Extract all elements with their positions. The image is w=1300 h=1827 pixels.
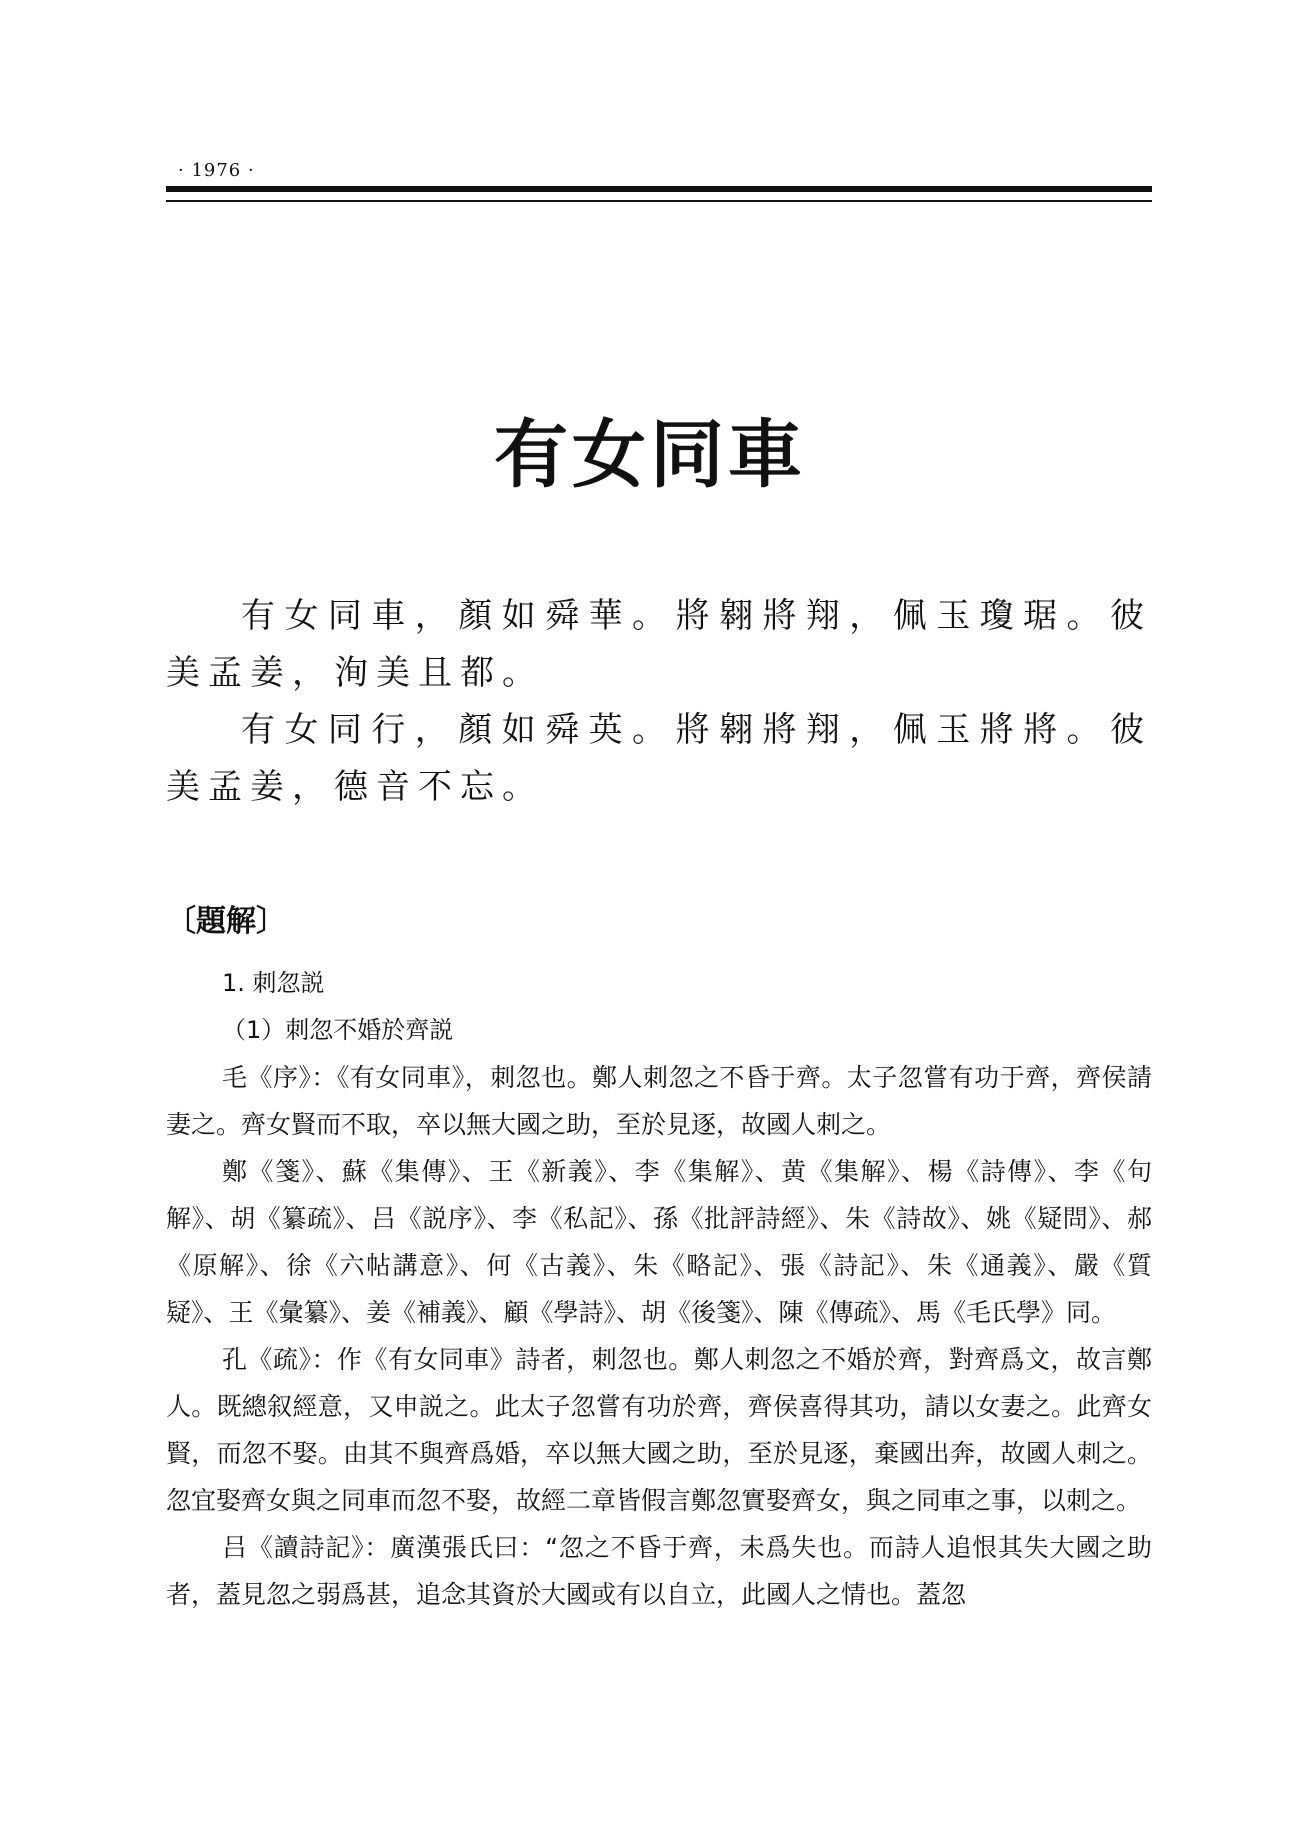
section-heading: 〔題解〕 bbox=[166, 904, 286, 939]
subheading-1: 1. 刺忽説 bbox=[222, 969, 325, 997]
commentary-paragraph-2: 鄭《箋》、蘇《集傳》、王《新義》、李《集解》、黄《集解》、楊《詩傳》、李《句解》、胡《纂疏》、吕《説序》、李《私記》、孫《批評詩經》、朱《詩故》、姚《疑問》、郝《原解》、徐《六帖講意》、何《古義》、朱《略記》、張《詩記》、朱《通義》、嚴《質疑》、王《彙纂》、姜《補義》、顧《學詩》、胡《後箋》、陳《傳疏》、馬《毛氏學》同。 bbox=[166, 1157, 1152, 1327]
commentary-paragraph-1: 毛《序》：《有女同車》，刺忽也。鄭人刺忽之不昏于齊。太子忽嘗有功于齊，齊侯請妻之。齊女賢而不取，卒以無大國之助，至於見逐，故國人刺之。 bbox=[166, 1063, 1152, 1139]
header-rule-thick bbox=[166, 186, 1152, 192]
poem-title: 有女同車 bbox=[494, 412, 806, 498]
page-number: · 1976 · bbox=[178, 160, 255, 181]
commentary-paragraph-3: 孔《疏》：作《有女同車》詩者，刺忽也。鄭人刺忽之不婚於齊，對齊爲文，故言鄭人。既總叙經意，又申説之。此太子忽嘗有功於齊，齊侯喜得其功，請以女妻之。此齊女賢，而忽不娶。由其不與齊爲婚，卒以無大國之助，至於見逐，棄國出奔，故國人刺之。忽宜娶齊女與之同車而忽不娶，故經二章皆假言鄭忽實娶齊女，與之同車之事，以刺之。 bbox=[166, 1345, 1152, 1515]
poem-text bbox=[166, 588, 1152, 816]
header-rule-thin bbox=[166, 200, 1152, 202]
poem-stanza-2: 有女同行，顏如舜英。將翱將翔，佩玉將將。彼美孟姜，德音不忘。 bbox=[166, 710, 1152, 807]
commentary-body bbox=[166, 960, 1152, 1618]
subheading-2: （1）刺忽不婚於齊説 bbox=[222, 1016, 454, 1044]
commentary-paragraph-4: 吕《讀詩記》：廣漢張氏曰：“忽之不昏于齊，未爲失也。而詩人追恨其失大國之助者，蓋見忽之弱爲甚，追念其資於大國或有以自立，此國人之情也。蓋忽 bbox=[166, 1533, 1152, 1609]
poem-stanza-1: 有女同車，顏如舜華。將翱將翔，佩玉瓊琚。彼美孟姜，洵美且都。 bbox=[166, 596, 1152, 693]
